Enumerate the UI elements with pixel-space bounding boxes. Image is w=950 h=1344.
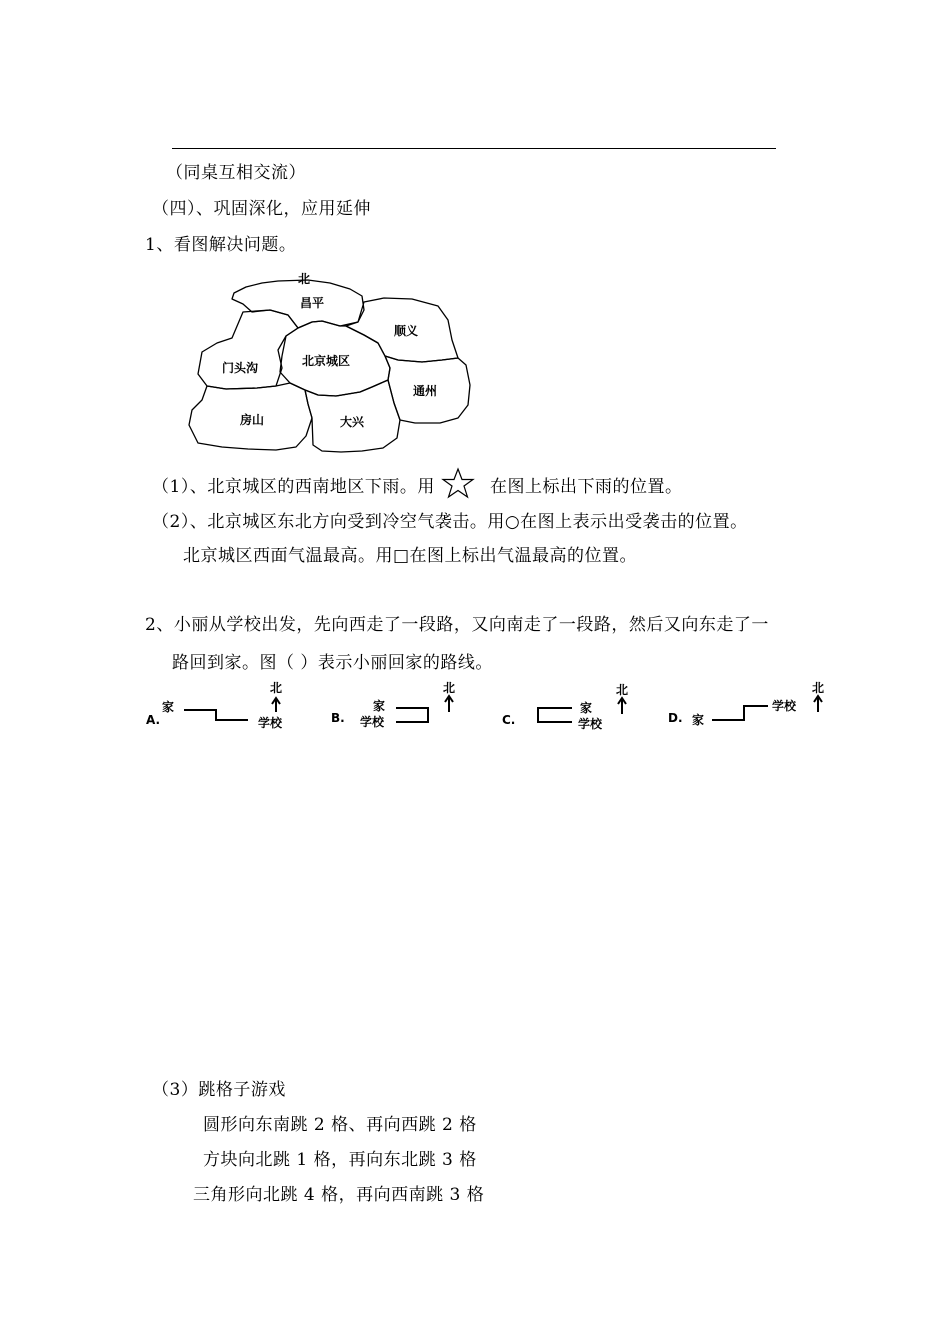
route-options: [0, 670, 950, 740]
option-d-north: 北: [812, 681, 825, 695]
option-a-north: 北: [270, 681, 283, 695]
option-b-label: B.: [331, 711, 345, 725]
map-label-shunyi: 顺义: [394, 324, 419, 338]
question-1-prefix: （1）、北京城区的西南地区下雨。用: [152, 477, 435, 497]
map-label-fangshan: 房山: [240, 413, 265, 427]
option-c-school: 学校: [578, 717, 603, 731]
problem2-line1: 2、小丽从学校出发，先向西走了一段路，又向南走了一段路，然后又向东走了一: [145, 615, 769, 635]
problem3-line-1: 圆形向东南跳 2 格、再向西跳 2 格: [203, 1115, 477, 1135]
map-north-label: 北: [298, 272, 311, 286]
map-label-tongzhou: 通州: [413, 384, 438, 398]
problem3-title: （3）跳格子游戏: [152, 1080, 286, 1100]
map-label-changping: 昌平: [300, 296, 325, 310]
option-b-school: 学校: [360, 715, 385, 729]
problem1-title: 1、看图解决问题。: [145, 235, 297, 255]
map-label-daxing: 大兴: [340, 415, 365, 429]
route-c-path: [538, 708, 572, 722]
option-d-home: 家: [692, 713, 705, 727]
section-title: （四）、巩固深化，应用延伸: [152, 199, 371, 219]
option-b-home: 家: [373, 699, 386, 713]
option-a-label: A.: [146, 713, 161, 727]
question-3: 北京城区西面气温最高。用□在图上标出气温最高的位置。: [183, 546, 638, 566]
question-1-suffix: 在图上标出下雨的位置。: [490, 477, 683, 497]
option-b-north: 北: [443, 681, 456, 695]
exchange-note: （同桌互相交流）: [166, 163, 306, 183]
route-a-path: [184, 710, 248, 720]
star-icon: [441, 467, 475, 499]
option-c-home: 家: [580, 701, 593, 715]
map-label-mentougou: 门头沟: [222, 361, 259, 375]
option-c-label: C.: [502, 713, 516, 727]
problem2-line2: 路回到家。图（ ）表示小丽回家的路线。: [172, 653, 493, 673]
option-a-school: 学校: [258, 716, 283, 730]
map-label-beijing-city: 北京城区: [302, 354, 351, 368]
option-c-north: 北: [616, 683, 629, 697]
map-region-changping: [232, 280, 364, 328]
route-d-path: [712, 706, 768, 720]
option-d-school: 学校: [772, 699, 797, 713]
problem3-line-3: 三角形向北跳 4 格，再向西南跳 3 格: [193, 1185, 485, 1205]
beijing-district-map: [0, 0, 950, 470]
route-b-path: [396, 708, 428, 722]
problem3-line-2: 方块向北跳 1 格，再向东北跳 3 格: [203, 1150, 477, 1170]
option-d-label: D.: [668, 711, 683, 725]
option-a-home: 家: [162, 700, 175, 714]
question-2: （2）、北京城区东北方向受到冷空气袭击。用○在图上表示出受袭击的位置。: [152, 512, 748, 532]
